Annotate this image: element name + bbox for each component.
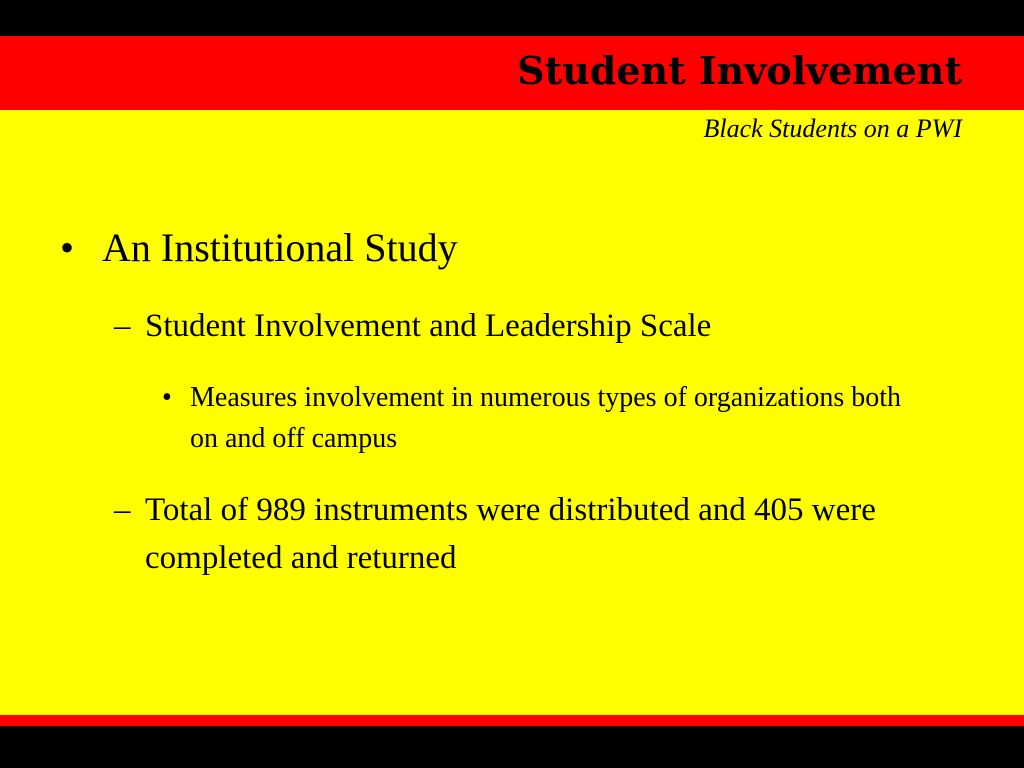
dash-marker: – — [114, 492, 131, 528]
slide-subtitle: Black Students on a PWI — [703, 114, 962, 143]
bottom-red-band — [0, 715, 1024, 726]
bullet-marker: • — [162, 382, 172, 413]
bullet-level-3 — [162, 378, 922, 459]
bullet-text: An Institutional Study — [102, 225, 458, 270]
bullet-level-2 — [114, 487, 974, 583]
slide-title: Student Involvement — [517, 48, 962, 93]
bullet-text: Total of 989 instruments were distributed and 405 were completed and returned — [145, 492, 876, 576]
bottom-black-band — [0, 726, 1024, 768]
dash-marker: – — [114, 308, 131, 344]
bullet-text: Student Involvement and Leadership Scale — [145, 308, 712, 344]
bullet-marker: • — [60, 225, 75, 270]
bullet-text: Measures involvement in numerous types of organizations both on and off campus — [190, 382, 902, 454]
bullet-level-1 — [60, 224, 458, 272]
bullet-level-2 — [114, 307, 974, 347]
